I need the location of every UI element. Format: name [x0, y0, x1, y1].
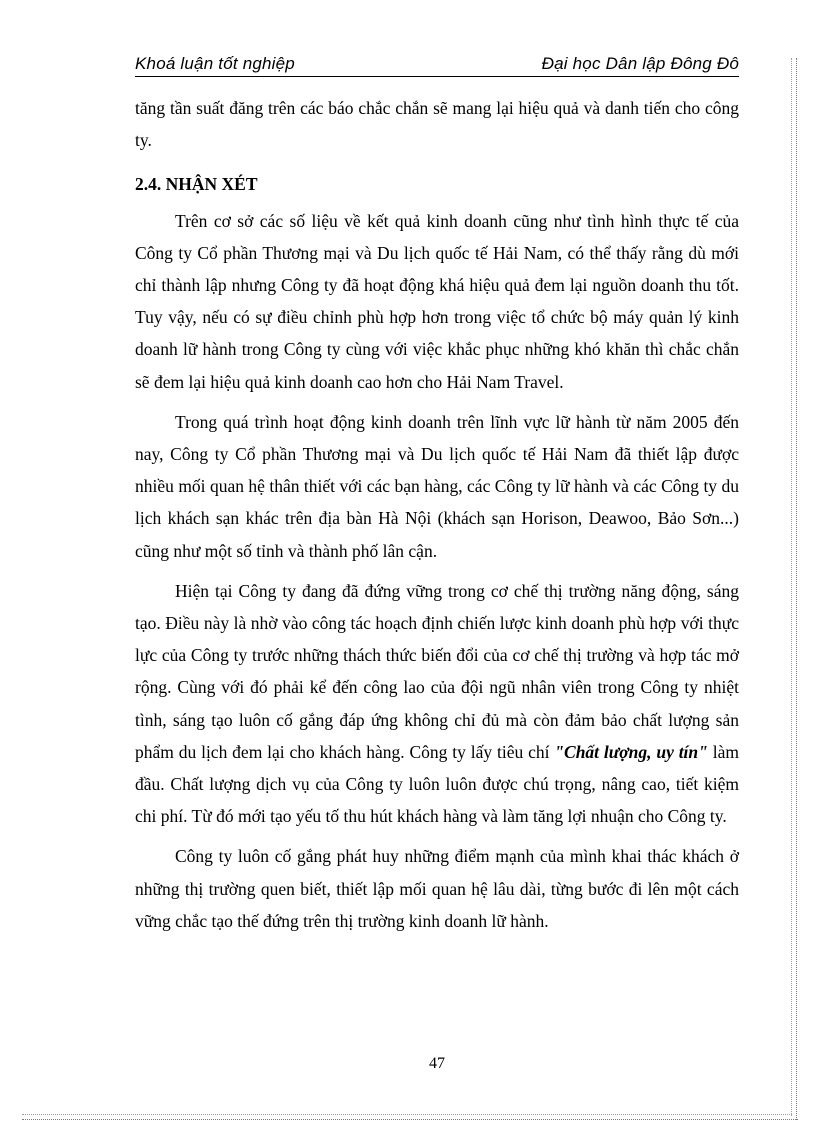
paragraph-3-text-end: làm đầu. Chất lượng dịch vụ của Công ty luôn luôn được chú trọng, nâng cao, tiết kiệm chi phí. Từ đó mới tạo yếu tố thu hút khách hàng và làm tăng lợi nhuận cho Công ty.	[135, 741, 739, 827]
page-header	[135, 50, 739, 74]
page-border-right-outer	[796, 58, 797, 1120]
paragraph-1: Trên cơ sở các số liệu về kết quả kinh doanh cũng như tình hình thực tế của Công ty Cổ phần Thương mại và Du lịch quốc tế Hải Nam, có thể thấy rằng dù mới chỉ thành lập nhưng Công ty đã hoạt động khá hiệu quả đem lại nguồn doanh thu tốt. Tuy vậy, nếu có sự điều chỉnh phù hợp hơn trong việc tổ chức bộ máy quản lý kinh doanh lữ hành trong Công ty cùng với việc khắc phục những khó khăn thì chắc chắn sẽ đem lại hiệu quả kinh doanh cao hơn cho Hải Nam Travel.	[135, 210, 739, 392]
paragraph-3-text-start: Hiện tại Công ty đang đã đứng vững trong cơ chế thị trường năng động, sáng tạo. Điều này là nhờ vào công tác hoạch định chiến lược kinh doanh phù hợp với thực lực của Công ty trước những thách thức biến đổi của cơ chế thị trường và hợp tác mở rộng. Cùng với đó phải kể đến công lao của đội ngũ nhân viên trong Công ty nhiệt tình, sáng tạo luôn cố gắng đáp ứng không chỉ đủ mà còn đảm bảo chất lượng sản phẩm du lịch đem lại cho khách hàng. Công ty lấy tiêu chí	[135, 580, 739, 762]
section-heading: 2.4. NHẬN XÉT	[135, 174, 258, 195]
page-number: 47	[429, 1055, 445, 1072]
header-left-title: Khoá luận tốt nghiệp	[135, 54, 295, 73]
paragraph-continuation: tăng tần suất đăng trên các báo chắc chắn sẽ mang lại hiệu quả và danh tiến cho công ty.	[135, 98, 739, 151]
paragraph-2: Trong quá trình hoạt động kinh doanh trên lĩnh vực lữ hành từ năm 2005 đến nay, Công ty Cổ phần Thương mại và Du lịch quốc tế Hải Nam đã thiết lập được nhiều mối quan hệ thân thiết với các bạn hàng, các Công ty lữ hành và các Công ty du lịch khách sạn khác trên địa bàn Hà Nội (khách sạn Horison, Deawoo, Bảo Sơn...) cũng như một số tỉnh và thành phố lân cận.	[135, 411, 739, 561]
page-border-bottom-inner	[22, 1114, 792, 1115]
header-right-title: Đại học Dân lập Đông Đô	[541, 54, 739, 73]
paragraph-3-emphasis: "Chất lượng, uy tín"	[554, 741, 708, 762]
page-border-right-inner	[791, 58, 792, 1116]
paragraph-4: Công ty luôn cố gắng phát huy những điểm mạnh của mình khai thác khách ở những thị trường quen biết, thiết lập mối quan hệ lâu dài, từng bước đi lên một cách vững chắc tạo thế đứng trên thị trường kinh doanh lữ hành.	[135, 846, 739, 931]
header-rule	[135, 76, 739, 77]
page-border-bottom-outer	[22, 1119, 798, 1120]
document-body	[135, 92, 739, 937]
paragraph-3	[135, 575, 739, 833]
